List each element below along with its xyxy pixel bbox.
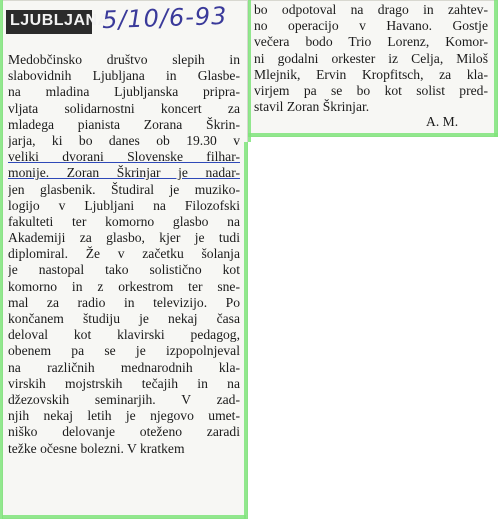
- article-line: na mladina Ljubljanska pripra-: [8, 84, 240, 100]
- article-line: Akademiji za glasbo, kjer je tudi: [8, 230, 240, 246]
- highlight-edge: [244, 142, 248, 519]
- highlight-edge: [248, 0, 251, 142]
- article-line: logijo v Ljubljani na Filozofski: [8, 197, 240, 213]
- article-line: vljata solidarnostni koncert za: [8, 100, 240, 116]
- article-line: njih nekaj letih je njegovo umet-: [8, 408, 240, 424]
- highlight-edge: [248, 133, 498, 137]
- article-left-column: [8, 52, 240, 457]
- article-line: bo odpotoval na drago in zahtev-: [254, 2, 488, 17]
- article-line: jen glasbenik. Študiral je muziko-: [8, 181, 240, 197]
- article-line: jarja, ki bo danes ob 19.30 v: [8, 132, 240, 148]
- article-line: stavil Zoran Škrinjar.: [254, 99, 370, 115]
- article-right-column: [254, 2, 488, 115]
- article-line: fakulteti ter komorno glasbo na: [8, 213, 240, 229]
- article-line: monije. Zoran Škrinjar je nadar-: [8, 165, 240, 181]
- article-line: diplomiral. Že v začetku šolanja: [8, 246, 240, 262]
- handwritten-date: 5/10/6-93: [101, 1, 228, 35]
- highlight-edge: [0, 0, 3, 519]
- article-line: komorno in z orkestrom ter sne-: [8, 278, 240, 294]
- article-line: niško delovanje oteženo zaradi: [8, 424, 240, 440]
- highlight-edge: [494, 0, 498, 137]
- masthead: [6, 1, 242, 38]
- article-line: težke očesne bolezni. V kratkem: [8, 440, 185, 456]
- article-line: na različnih mednarodnih kla-: [8, 359, 240, 375]
- article-line: ni godalni orkester iz Celja, Miloš: [254, 50, 488, 66]
- article-line: Mlejnik, Ervin Kropfitsch, za kla-: [254, 66, 488, 82]
- article-line: končanem študiju je nekaj časa: [8, 311, 240, 326]
- article-line: virjem pa se bo kot solist pred-: [254, 82, 488, 98]
- article-line: džezovskih seminarjih. V zad-: [8, 391, 240, 407]
- author-signature: A. M.: [426, 114, 459, 129]
- headline: LJUBLJANA: [10, 12, 110, 29]
- article-line: deloval kot klavirski pedagog,: [8, 327, 240, 343]
- article-line: virskih mojstrskih tečajih in na: [8, 375, 240, 391]
- article-line: mladega pianista Zorana Škrin-: [8, 116, 240, 132]
- highlight-edge: [2, 515, 246, 519]
- article-line: veliki dvorani Slovenske filhar-: [8, 149, 240, 165]
- article-line: obenem pa se je izpopolnjeval: [8, 343, 240, 359]
- article-line: slabovidnih Ljubljana in Glasbe-: [8, 68, 240, 84]
- article-line: je nastopal tako solistično kot: [8, 262, 240, 278]
- article-line: Medobčinsko društvo slepih in: [8, 52, 240, 67]
- article-line: večera bodo Trio Lorenz, Komor-: [254, 34, 488, 50]
- article-line: mal za radio in televizijo. Po: [8, 294, 240, 310]
- article-line: no operacijo v Havano. Gostje: [254, 18, 488, 34]
